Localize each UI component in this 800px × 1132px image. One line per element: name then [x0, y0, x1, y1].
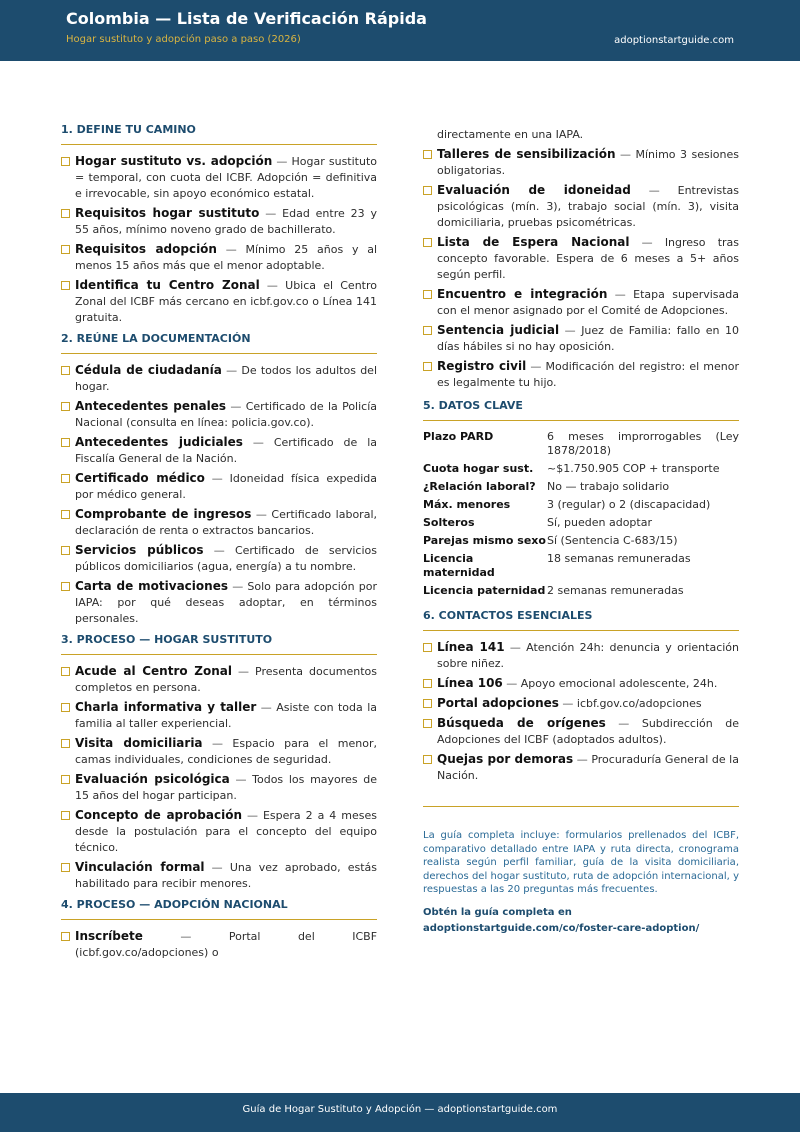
item-term: Portal adopciones	[437, 696, 559, 710]
key-data-value: No — trabajo solidario	[547, 480, 670, 493]
item-term: Carta de motivaciones	[75, 579, 228, 593]
checkbox-icon[interactable]	[61, 402, 70, 411]
checkbox-icon[interactable]	[423, 326, 432, 335]
checklist-define	[61, 153, 377, 326]
key-data-label: Licencia maternidad	[423, 552, 495, 579]
checklist-item[interactable]: Línea 141 — Atención 24h: denuncia y orientación sobre niñez.	[423, 639, 739, 672]
item-term: Encuentro e integración	[437, 287, 608, 301]
item-text: Edad entre 23 y 55 años, mínimo noveno grado de bachillerato.	[75, 207, 377, 236]
key-data-label: Solteros	[423, 516, 475, 529]
key-data-row	[423, 429, 739, 461]
checkbox-icon[interactable]	[61, 546, 70, 555]
item-text: Procuraduría General de la Nación.	[437, 753, 739, 782]
checklist-item[interactable]: Talleres de sensibilización — Mínimo 3 sesiones obligatorias.	[423, 146, 739, 179]
checklist-item[interactable]: Vinculación formal — Una vez aprobado, estás habilitado para recibir menores.	[61, 859, 377, 892]
section-title-contacts: 6. CONTACTOS ESENCIALES	[423, 609, 739, 631]
item-text: Entrevistas psicológicas (mín. 3), trabajo social (mín. 3), visita domiciliaria, pruebas psicométricas.	[437, 184, 739, 229]
checklist-item[interactable]: Antecedentes judiciales — Certificado de la Fiscalía General de la Nación.	[61, 434, 377, 467]
item-text: Atención 24h: denuncia y orientación sobre niñez.	[437, 641, 740, 670]
checklist-item[interactable]: Certificado médico — Idoneidad física expedida por médico general.	[61, 470, 377, 503]
checklist-item[interactable]: Búsqueda de orígenes — Subdirección de Adopciones del ICBF (adoptados adultos).	[423, 715, 739, 748]
item-text: Etapa supervisada con el menor asignado por el Comité de Adopciones.	[437, 288, 739, 317]
item-text: Idoneidad física expedida por médico general.	[75, 472, 377, 501]
checkbox-icon[interactable]	[423, 362, 432, 371]
item-term: Comprobante de ingresos	[75, 507, 252, 521]
section-title-key-data: 5. DATOS CLAVE	[423, 399, 739, 421]
checkbox-icon[interactable]	[61, 582, 70, 591]
item-text: Espera 2 a 4 meses desde la postulación para el concepto del equipo técnico.	[75, 809, 377, 854]
item-text: De todos los adultos del hogar.	[75, 364, 377, 393]
checkbox-icon[interactable]	[423, 150, 432, 159]
checklist-item[interactable]: Servicios públicos — Certificado de servicios públicos domiciliarios (agua, energía) a tu nombre.	[61, 542, 377, 575]
item-term: Inscríbete	[75, 929, 143, 943]
item-text: Certificado de la Policía Nacional (consulta en línea: policia.gov.co).	[75, 400, 378, 429]
item-term: Registro civil	[437, 359, 527, 373]
item-term: Acude al Centro Zonal	[75, 664, 233, 678]
item-term: Búsqueda de orígenes	[437, 716, 606, 730]
item-text: Juez de Familia: fallo en 10 días hábiles si no hay oposición.	[437, 324, 739, 353]
key-data-value: ~$1.750.905 COP + transporte	[547, 462, 720, 475]
key-data-row	[423, 551, 739, 583]
item-text: Mínimo 25 años y al menos 15 años más que el menor adoptable.	[75, 243, 378, 272]
checklist-item[interactable]: Carta de motivaciones — Solo para adopción por IAPA: por qué deseas adoptar, en términos personales.	[61, 578, 377, 627]
item-text: Solo para adopción por IAPA: por qué deseas adoptar, en términos personales.	[75, 580, 377, 625]
checklist-item[interactable]: Acude al Centro Zonal — Presenta documentos completos en persona.	[61, 663, 377, 696]
item-term: Servicios públicos	[75, 543, 204, 557]
section-title-documentation: 2. REÚNE LA DOCUMENTACIÓN	[61, 332, 377, 354]
checklist-item[interactable]: Hogar sustituto vs. adopción — Hogar sustituto = temporal, con cuota del ICBF. Adopción = definitiva e irrevocable, sin apoyo económico estatal.	[61, 153, 377, 202]
checkbox-icon[interactable]	[61, 703, 70, 712]
item-term: Evaluación psicológica	[75, 772, 230, 786]
header-site: adoptionstartguide.com	[614, 35, 734, 46]
checkbox-icon[interactable]	[61, 209, 70, 218]
checkbox-icon[interactable]	[61, 510, 70, 519]
item-text: Certificado de la Fiscalía General de la Nación.	[75, 436, 377, 465]
item-text: Todos los mayores de 15 años del hogar participan.	[75, 773, 377, 802]
key-data-value: 6 meses improrrogables (Ley 1878/2018)	[547, 430, 739, 457]
checklist-item[interactable]: Evaluación psicológica — Todos los mayores de 15 años del hogar participan.	[61, 771, 377, 804]
item-term: Charla informativa y taller	[75, 700, 257, 714]
key-data-row	[423, 583, 739, 601]
item-term: Quejas por demoras	[437, 752, 574, 766]
checklist-item[interactable]: Identifica tu Centro Zonal — Ubica el Centro Zonal del ICBF más cercano en icbf.gov.co o Línea 141 gratuita.	[61, 277, 377, 326]
checkbox-icon[interactable]	[61, 932, 70, 941]
checkbox-icon[interactable]	[423, 643, 432, 652]
checkbox-icon[interactable]	[61, 775, 70, 784]
item-term: Hogar sustituto vs. adopción	[75, 154, 273, 168]
item-text: Espacio para el menor, camas individuales, condiciones de seguridad.	[75, 737, 377, 766]
checklist-item[interactable]: Requisitos hogar sustituto — Edad entre 23 y 55 años, mínimo noveno grado de bachillerato.	[61, 205, 377, 238]
page-footer: Guía de Hogar Sustituto y Adopción — adoptionstartguide.com	[0, 1093, 800, 1132]
key-data-row	[423, 479, 739, 497]
checklist-contacts	[423, 639, 739, 784]
item-text: Presenta documentos completos en persona.	[75, 665, 377, 694]
item-text: Una vez aprobado, estás habilitado para recibir menores.	[75, 861, 377, 890]
checklist-item[interactable]: Cédula de ciudadanía — De todos los adultos del hogar.	[61, 362, 377, 395]
checklist-item[interactable]: Línea 106 — Apoyo emocional adolescente, 24h.	[423, 675, 739, 692]
section-title-foster-process: 3. PROCESO — HOGAR SUSTITUTO	[61, 633, 377, 655]
item-text: Subdirección de Adopciones del ICBF (adoptados adultos).	[437, 717, 740, 746]
key-data-row	[423, 497, 739, 515]
item-term: Cédula de ciudadanía	[75, 363, 222, 377]
key-data-label: Plazo PARD	[423, 430, 494, 443]
cta-link[interactable]: adoptionstartguide.com/co/foster-care-adoption/	[423, 922, 700, 934]
item-term: Sentencia judicial	[437, 323, 560, 337]
key-data-value: 3 (regular) o 2 (discapacidad)	[547, 498, 711, 511]
item-text: Modificación del registro: el menor es legalmente tu hijo.	[437, 360, 740, 389]
checkbox-icon[interactable]	[61, 863, 70, 872]
checklist-item[interactable]: Encuentro e integración — Etapa supervisada con el menor asignado por el Comité de Adopciones.	[423, 286, 739, 319]
checkbox-icon[interactable]	[61, 739, 70, 748]
left-column	[61, 123, 377, 964]
checklist-item[interactable]: Sentencia judicial — Juez de Familia: fallo en 10 días hábiles si no hay oposición.	[423, 322, 739, 355]
item-term: Vinculación formal	[75, 860, 205, 874]
right-column	[423, 127, 739, 937]
item-text: Asiste con toda la familia al taller experiencial.	[75, 701, 377, 730]
checkbox-icon[interactable]	[61, 811, 70, 820]
item-text: icbf.gov.co/adopciones	[576, 697, 702, 710]
checkbox-icon[interactable]	[61, 245, 70, 254]
key-data-value: Sí (Sentencia C-683/15)	[547, 534, 678, 547]
key-data-value: 18 semanas remuneradas	[547, 552, 691, 565]
checkbox-icon[interactable]	[423, 186, 432, 195]
page-title: Colombia — Lista de Verificación Rápida	[66, 9, 427, 28]
item-term: Requisitos adopción	[75, 242, 217, 256]
item-continuation: directamente en una IAPA.	[437, 128, 584, 141]
checklist-item[interactable]: Quejas por demoras — Procuraduría General de la Nación.	[423, 751, 739, 784]
checklist-documentation	[61, 362, 377, 627]
item-text: Certificado de servicios públicos domiciliarios (agua, energía) a tu nombre.	[75, 544, 377, 573]
checkbox-icon[interactable]	[61, 366, 70, 375]
checkbox-icon[interactable]	[423, 755, 432, 764]
checkbox-icon[interactable]	[61, 474, 70, 483]
checklist-item[interactable]: Lista de Espera Nacional — Ingreso tras concepto favorable. Espera de 6 meses a 5+ años según perfil.	[423, 234, 739, 283]
item-term: Antecedentes penales	[75, 399, 227, 413]
item-text: Mínimo 3 sesiones obligatorias.	[437, 148, 739, 177]
item-term: Certificado médico	[75, 471, 205, 485]
key-data-row	[423, 533, 739, 551]
item-term: Concepto de aprobación	[75, 808, 242, 822]
checklist-item[interactable]: Visita domiciliaria — Espacio para el menor, camas individuales, condiciones de seguridad.	[61, 735, 377, 768]
key-data-row	[423, 461, 739, 479]
promo-text: La guía completa incluye: formularios prellenados del ICBF, comparativo detallado entre IAPA y ruta directa, cronograma realista según perfil familiar, guía de la visita domiciliaria, derechos del hogar sustituto, ruta de adopción internacional, y respuestas a las 20 preguntas más frecuentes.	[423, 830, 739, 895]
item-text: Certificado laboral, declaración de renta o extractos bancarios.	[75, 508, 377, 537]
key-data-row	[423, 515, 739, 533]
page-subtitle: Hogar sustituto y adopción paso a paso (2026)	[66, 34, 301, 45]
checkbox-icon[interactable]	[423, 238, 432, 247]
key-data-label: Parejas mismo sexo	[423, 534, 546, 547]
item-text: Apoyo emocional adolescente, 24h.	[520, 677, 718, 690]
checklist-item[interactable]: Requisitos adopción — Mínimo 25 años y al menos 15 años más que el menor adoptable.	[61, 241, 377, 274]
page-header	[0, 0, 800, 61]
cta-label: Obtén la guía completa en	[423, 906, 572, 918]
item-text: Portal del ICBF (icbf.gov.co/adopciones) o	[75, 930, 378, 959]
checkbox-icon[interactable]	[423, 719, 432, 728]
checkbox-icon[interactable]	[423, 290, 432, 299]
item-text: Ubica el Centro Zonal del ICBF más cercano en icbf.gov.co o Línea 141 gratuita.	[75, 279, 377, 324]
checklist-item[interactable]: Registro civil — Modificación del registro: el menor es legalmente tu hijo.	[423, 358, 739, 391]
checkbox-icon[interactable]	[61, 281, 70, 290]
key-data-label: Cuota hogar sust.	[423, 462, 534, 475]
item-term: Talleres de sensibilización	[437, 147, 616, 161]
item-term: Visita domiciliaria	[75, 736, 203, 750]
section-title-define: 1. DEFINE TU CAMINO	[61, 123, 377, 145]
checklist-item[interactable]: Inscríbete — Portal del ICBF (icbf.gov.co/adopciones) o	[61, 928, 377, 961]
item-term: Requisitos hogar sustituto	[75, 206, 260, 220]
checkbox-icon[interactable]	[61, 438, 70, 447]
checkbox-icon[interactable]	[61, 667, 70, 676]
item-text: Ingreso tras concepto favorable. Espera de 6 meses a 5+ años según perfil.	[437, 236, 739, 281]
key-data-label: Máx. menores	[423, 498, 511, 511]
checkbox-icon[interactable]	[61, 157, 70, 166]
checklist-item[interactable]: Portal adopciones — icbf.gov.co/adopciones	[423, 695, 739, 712]
checklist-item[interactable]: Concepto de aprobación — Espera 2 a 4 meses desde la postulación para el concepto del equipo técnico.	[61, 807, 377, 856]
key-data-value: 2 semanas remuneradas	[547, 584, 684, 597]
key-data-label: Licencia paternidad	[423, 584, 546, 597]
checklist-adoption-process	[423, 146, 739, 391]
item-term: Lista de Espera Nacional	[437, 235, 630, 249]
item-text: Hogar sustituto = temporal, con cuota del ICBF. Adopción = definitiva e irrevocable, sin apoyo económico estatal.	[75, 155, 378, 200]
checklist-item[interactable]: Evaluación de idoneidad — Entrevistas psicológicas (mín. 3), trabajo social (mín. 3), visita domiciliaria, pruebas psicométricas.	[423, 182, 739, 231]
key-data-table	[423, 429, 739, 601]
item-term: Evaluación de idoneidad	[437, 183, 631, 197]
item-term: Línea 106	[437, 676, 503, 690]
item-term: Antecedentes judiciales	[75, 435, 243, 449]
checklist-item[interactable]: Antecedentes penales — Certificado de la Policía Nacional (consulta en línea: policia.gov.co).	[61, 398, 377, 431]
checkbox-icon[interactable]	[423, 699, 432, 708]
checklist-item[interactable]: Comprobante de ingresos — Certificado laboral, declaración de renta o extractos bancarios.	[61, 506, 377, 539]
key-data-label: ¿Relación laboral?	[423, 480, 536, 493]
section-title-adoption-process: 4. PROCESO — ADOPCIÓN NACIONAL	[61, 898, 377, 920]
checklist-item[interactable]: Charla informativa y taller — Asiste con toda la familia al taller experiencial.	[61, 699, 377, 732]
key-data-value: Sí, pueden adoptar	[547, 516, 652, 529]
checklist-foster-process	[61, 663, 377, 892]
checkbox-icon[interactable]	[423, 679, 432, 688]
item-term: Línea 141	[437, 640, 505, 654]
divider	[423, 806, 739, 807]
item-term: Identifica tu Centro Zonal	[75, 278, 260, 292]
